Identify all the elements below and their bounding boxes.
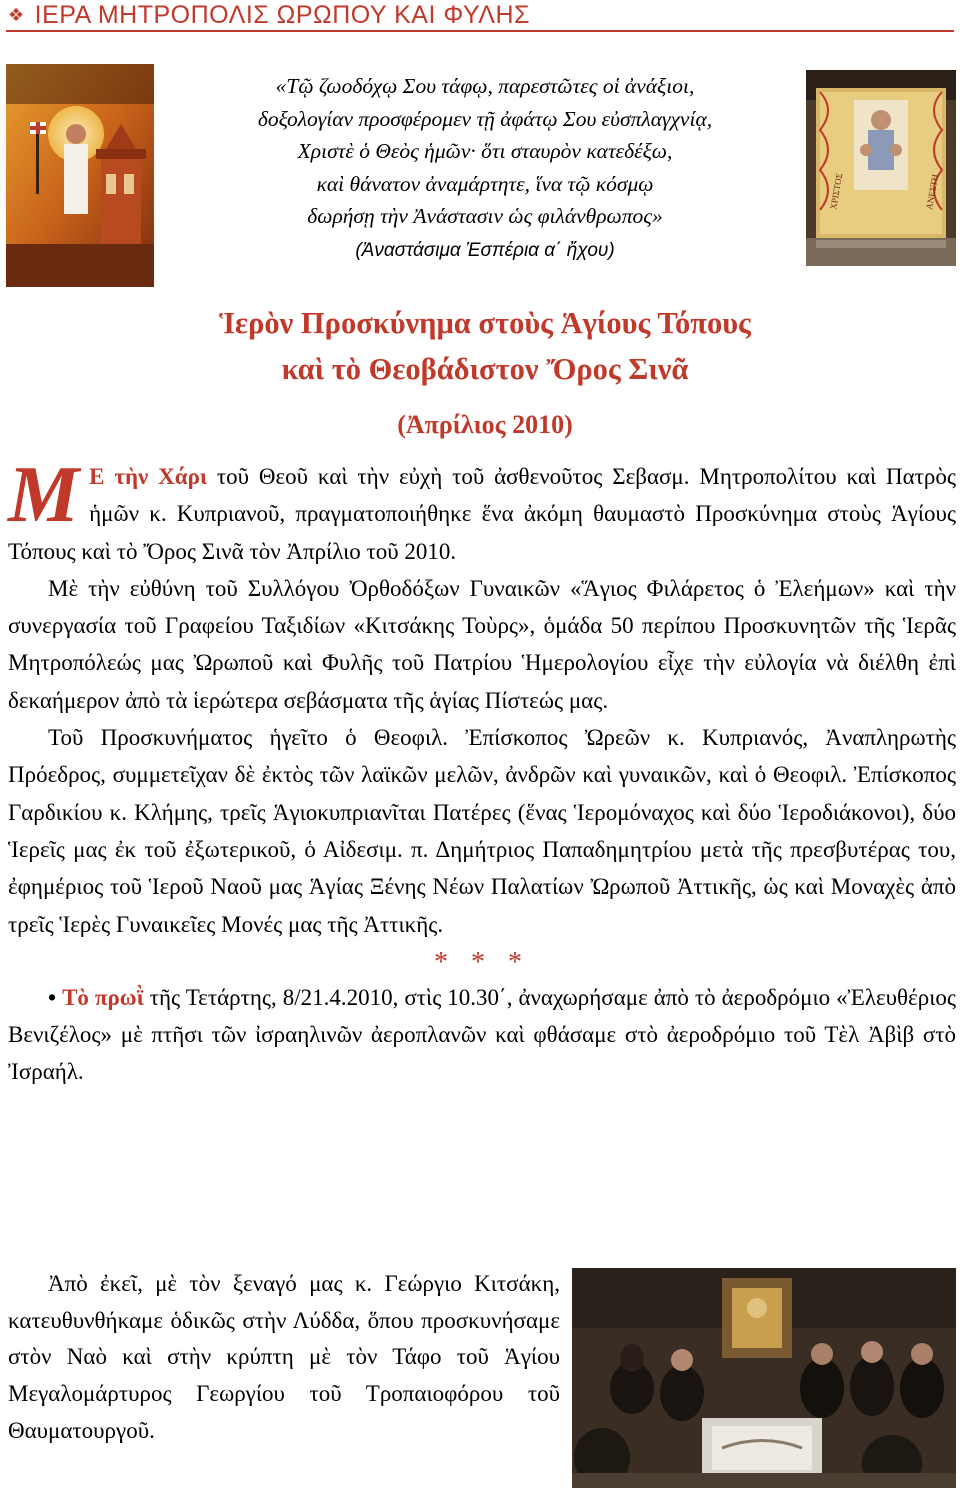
hymn-line: δωρήσῃ τὴν Ἀνάστασιν ὡς φιλάνθρωπος»: [307, 204, 663, 228]
paragraph-departure: [8, 979, 956, 1091]
page-header: [6, 0, 954, 32]
paragraph-participants: Τοῦ Προσκυνήματος ἡγεῖτο ὁ Θεοφιλ. Ἐπίσκοπος Ὠρεῶν κ. Κυπριανός, Ἀναπληρωτὴς Πρόεδρος, συμμετεῖχαν δὲ ἐκτὸς τῶν λαϊκῶν μελῶν, ἀνδρῶν καὶ γυναικῶν, καὶ ὁ Θεοφιλ. Ἐπίσκοπος Γαρδικίου κ. Κλήμης, τρεῖς Ἁγιοκυπριανῖται Πατέρες (ἕνας Ἱερομόναχος καὶ δύο Ἱεροδιάκονοι), δύο Ἱερεῖς μας ἐκ τοῦ ἐξωτερικοῦ, ὁ Αἰδεσιμ. π. Δημήτριος Παπαδημητρίου μετὰ τῆς πρεσβυτέρας του, ἐφημέριος τοῦ Ἱεροῦ Ναοῦ μας Ἁγίας Ξένης Νέων Παλατίων Ὠρωποῦ Ἀττικῆς, ὡς καὶ Μοναχὲς ἀπὸ τρεῖς Ἱερὲς Γυναικεῖες Μονές μας τῆς Ἀττικῆς.: [8, 725, 956, 937]
drop-cap: Μ: [8, 451, 80, 539]
title-line-2: καὶ τὸ Θεοβάδιστον Ὄρος Σινᾶ: [281, 352, 689, 386]
hymn-line: Χριστὲ ὁ Θεὸς ἡμῶν· ὅτι σταυρὸν κατεδέξω,: [297, 139, 673, 163]
paragraph-organization: Μὲ τὴν εὐθύνη τοῦ Συλλόγου Ὀρθοδόξων Γυναικῶν «Ἅγιος Φιλάρετος ὁ Ἐλεήμων» καὶ τὴν συνεργασία τοῦ Γραφείου Ταξιδίων «Κιτσάκης Τοὺρς», ὁμάδα 50 περίπου Προσκυνητῶν τῆς Ἱερᾶς Μητροπόλεώς μας Ὠρωποῦ καὶ Φυλῆς τοῦ Πατρίου Ἡμερολογίου εἶχε τὴν εὐλογία νὰ διέλθη ἐπὶ δεκαήμερον ἀπὸ τὰ ἱερώτερα σεβάσματα τῆς ἁγίας Πίστεώς μας.: [8, 575, 956, 713]
paragraph-intro: [8, 451, 956, 570]
title-date: (Ἀπρίλιος 2010): [397, 410, 573, 439]
bullet-icon: •: [48, 984, 57, 1010]
header-title: ΙΕΡΑ ΜΗΤΡΟΠΟΛΙΣ ΩΡΩΠΟΥ ΚΑΙ ΦΥΛΗΣ: [34, 0, 531, 29]
tomb-banner-left-text: ΧΡΙΣΤΟΣ: [828, 172, 845, 211]
hymn-line: «Τῷ ζωοδόχῳ Σου τάφῳ, παρεστῶτες οἱ ἀνάξιοι,: [275, 74, 695, 98]
hymn-line: καὶ θάνατον ἀναμάρτητε, ἵνα τῷ κόσμῳ: [316, 171, 654, 196]
paragraph-lydda: Ἀπὸ ἐκεῖ, μὲ τὸν ξεναγό μας κ. Γεώργιο Κιτσάκη, κατευθυνθήκαμε ὁδικῶς στὴν Λύδδα, ὅπου προσκυνήσαμε στὸν Ναὸ καὶ στὴν κρύπτη μὲ τὸν Τάφο τοῦ Ἁγίου Μεγαλομάρτυρος Γεωργίου τοῦ Τροπαιοφόρου τοῦ Θαυματουργοῦ.: [8, 1271, 560, 1443]
resurrection-icon-photo: [6, 64, 154, 287]
article-title: [182, 300, 788, 448]
intro-text: τοῦ Θεοῦ καὶ τὴν εὐχὴ τοῦ ἀσθενοῦτος Σεβασμ. Μητροπολίτου καὶ Πατρὸς ἡμῶν κ. Κυπριανοῦ, πραγματοποιήθηκε ἕνα ἀκόμη θαυμαστὸ Προσκύνημα στοὺς Ἁγίους Τόπους καὶ τὸ Ὄρος Σινᾶ τὸν Ἀπρίλιο τοῦ 2010.: [8, 464, 956, 564]
hymn-quote: [182, 70, 788, 267]
departure-text: τῆς Τετάρτης, 8/21.4.2010, στὶς 10.30΄, ἀναχωρήσαμε ἀπὸ τὸ ἀεροδρόμιο «Ἐλευθέριος Βενιζέλος» μὲ πτῆσι τῶν ἰσραηλινῶν ἀεροπλανῶν καὶ φθάσαμε στὸ ἀεροδρόμιο τοῦ Τὲλ Ἀβὶβ στὸ Ἰσραήλ.: [8, 984, 956, 1085]
crypt-pilgrims-photo: [572, 1268, 956, 1488]
hymn-source: (Ἀναστάσιμα Ἑσπέρια α΄ ἤχου): [355, 239, 615, 261]
section-separator: * * *: [434, 946, 530, 978]
diamond-bullet-icon: ❖: [8, 4, 25, 25]
article-body-lower: [8, 1266, 560, 1450]
tomb-shrine-photo: [806, 70, 956, 266]
hymn-line: δοξολογίαν προσφέρομεν τῇ ἀφάτῳ Σου εὐσπλαγχνίᾳ,: [257, 106, 713, 131]
article-body: [8, 451, 956, 1091]
tomb-banner-right-text: ΑΝΕΣΤΗ: [924, 173, 941, 211]
departure-red-text: Τὸ πρωῒ: [62, 984, 144, 1010]
intro-red-text: Ε τὴν Χάρι: [89, 464, 208, 489]
title-line-1: Ἱερὸν Προσκύνημα στοὺς Ἁγίους Τόπους: [219, 306, 751, 340]
